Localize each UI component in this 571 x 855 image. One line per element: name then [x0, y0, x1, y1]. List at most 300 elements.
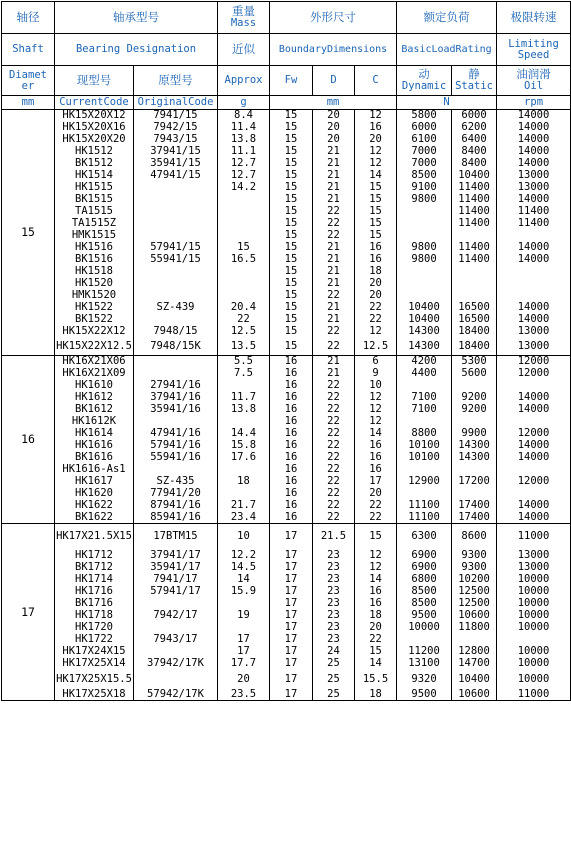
static-load-cell: 5300	[452, 356, 497, 368]
original-code-cell: 7948/15K	[134, 338, 218, 356]
mass-cell	[218, 464, 270, 476]
mass-cell: 17.7	[218, 658, 270, 670]
static-load-cell: 14300	[452, 440, 497, 452]
static-load-cell	[452, 488, 497, 500]
c-cell: 22	[355, 500, 397, 512]
original-code-cell: 27941/16	[134, 380, 218, 392]
header-current-cn: 现型号	[55, 66, 134, 96]
unit-current: CurrentCode	[55, 96, 134, 110]
c-cell: 16	[355, 440, 397, 452]
current-code-cell: HK1622	[55, 500, 134, 512]
current-code-cell: HK17X21.5X15	[55, 524, 134, 550]
table-row	[2, 404, 571, 416]
original-code-cell	[134, 622, 218, 634]
fw-cell: 15	[270, 338, 313, 356]
current-code-cell: HK17X25X14	[55, 658, 134, 670]
mass-cell: 15	[218, 242, 270, 254]
mass-cell: 12.7	[218, 170, 270, 182]
table-row	[2, 278, 571, 290]
original-code-cell	[134, 646, 218, 658]
fw-cell: 16	[270, 368, 313, 380]
original-code-cell	[134, 194, 218, 206]
d-cell: 25	[313, 670, 355, 689]
original-code-cell: SZ-435	[134, 476, 218, 488]
mass-cell: 11.4	[218, 122, 270, 134]
original-code-cell: 57941/15	[134, 242, 218, 254]
fw-cell: 15	[270, 110, 313, 122]
table-row	[2, 646, 571, 658]
header-d: D	[313, 66, 355, 96]
dynamic-load-cell: 9500	[397, 689, 452, 701]
fw-cell: 17	[270, 550, 313, 562]
header-designation-cn: 轴承型号	[55, 2, 218, 34]
static-load-cell: 9300	[452, 550, 497, 562]
unit-load: N	[397, 96, 497, 110]
dynamic-load-cell: 13100	[397, 658, 452, 670]
d-cell: 24	[313, 646, 355, 658]
c-cell: 22	[355, 512, 397, 524]
d-cell: 22	[313, 404, 355, 416]
c-cell: 12	[355, 562, 397, 574]
dynamic-load-cell: 11200	[397, 646, 452, 658]
mass-cell: 10	[218, 524, 270, 550]
fw-cell: 16	[270, 512, 313, 524]
table-row	[2, 610, 571, 622]
speed-cell: 14000	[497, 146, 571, 158]
current-code-cell: HK1716	[55, 586, 134, 598]
fw-cell: 17	[270, 670, 313, 689]
d-cell: 21	[313, 266, 355, 278]
speed-cell	[497, 634, 571, 646]
bearing-table	[1, 1, 571, 701]
current-code-cell: BK1512	[55, 158, 134, 170]
current-code-cell: TA1515	[55, 206, 134, 218]
original-code-cell: 57941/17	[134, 586, 218, 598]
dynamic-load-cell	[397, 230, 452, 242]
mass-cell: 14.2	[218, 182, 270, 194]
table-row	[2, 500, 571, 512]
current-code-cell: HK16X21X06	[55, 356, 134, 368]
speed-cell: 14000	[497, 134, 571, 146]
d-cell: 22	[313, 452, 355, 464]
dynamic-load-cell: 12900	[397, 476, 452, 488]
dynamic-load-cell	[397, 218, 452, 230]
static-load-cell: 8400	[452, 146, 497, 158]
current-code-cell: BK1716	[55, 598, 134, 610]
speed-cell	[497, 266, 571, 278]
mass-cell	[218, 488, 270, 500]
mass-cell	[218, 622, 270, 634]
fw-cell: 17	[270, 562, 313, 574]
mass-cell	[218, 194, 270, 206]
current-code-cell: BK1522	[55, 314, 134, 326]
c-cell: 15	[355, 182, 397, 194]
original-code-cell	[134, 206, 218, 218]
fw-cell: 15	[270, 158, 313, 170]
static-load-cell: 11400	[452, 242, 497, 254]
d-cell: 23	[313, 610, 355, 622]
speed-cell: 11400	[497, 218, 571, 230]
table-row	[2, 314, 571, 326]
original-code-cell: 37941/15	[134, 146, 218, 158]
dynamic-load-cell: 6900	[397, 550, 452, 562]
original-code-cell	[134, 670, 218, 689]
speed-cell	[497, 380, 571, 392]
table-row	[2, 170, 571, 182]
speed-cell: 14000	[497, 242, 571, 254]
original-code-cell: 35941/17	[134, 562, 218, 574]
dynamic-load-cell	[397, 464, 452, 476]
mass-cell	[218, 206, 270, 218]
header-fw: Fw	[270, 66, 313, 96]
d-cell: 20	[313, 122, 355, 134]
d-cell: 22	[313, 230, 355, 242]
original-code-cell: 35941/15	[134, 158, 218, 170]
current-code-cell: HK1718	[55, 610, 134, 622]
d-cell: 21	[313, 302, 355, 314]
mass-cell	[218, 218, 270, 230]
table-row	[2, 326, 571, 338]
speed-cell: 10000	[497, 586, 571, 598]
header-load-en: BasicLoadRating	[397, 34, 497, 66]
static-load-cell: 10400	[452, 670, 497, 689]
shaft-diameter-cell: 15	[2, 110, 55, 356]
mass-cell: 17	[218, 634, 270, 646]
static-load-cell: 9300	[452, 562, 497, 574]
d-cell: 22	[313, 392, 355, 404]
d-cell: 20	[313, 134, 355, 146]
mass-cell	[218, 380, 270, 392]
c-cell: 6	[355, 356, 397, 368]
current-code-cell: HK1714	[55, 574, 134, 586]
d-cell: 21	[313, 314, 355, 326]
dynamic-load-cell: 9500	[397, 610, 452, 622]
c-cell: 18	[355, 689, 397, 701]
header-mass-approx-cn: 近似	[218, 34, 270, 66]
speed-cell	[497, 416, 571, 428]
static-load-cell	[452, 634, 497, 646]
mass-cell: 17.6	[218, 452, 270, 464]
c-cell: 12	[355, 392, 397, 404]
static-load-cell: 6200	[452, 122, 497, 134]
table-row	[2, 488, 571, 500]
d-cell: 22	[313, 206, 355, 218]
d-cell: 23	[313, 574, 355, 586]
fw-cell: 16	[270, 464, 313, 476]
mass-cell: 13.8	[218, 134, 270, 146]
speed-cell: 14000	[497, 452, 571, 464]
d-cell: 23	[313, 562, 355, 574]
c-cell: 12	[355, 146, 397, 158]
fw-cell: 17	[270, 646, 313, 658]
current-code-cell: HMK1520	[55, 290, 134, 302]
speed-cell: 14000	[497, 158, 571, 170]
static-load-cell: 11400	[452, 254, 497, 266]
table-row	[2, 670, 571, 689]
static-load-cell: 12500	[452, 586, 497, 598]
fw-cell: 15	[270, 182, 313, 194]
original-code-cell: 57942/17K	[134, 689, 218, 701]
dynamic-load-cell: 9100	[397, 182, 452, 194]
speed-cell: 10000	[497, 610, 571, 622]
speed-cell: 10000	[497, 622, 571, 634]
speed-cell: 14000	[497, 500, 571, 512]
fw-cell: 15	[270, 230, 313, 242]
mass-cell: 15.8	[218, 440, 270, 452]
mass-cell: 20	[218, 670, 270, 689]
dynamic-load-cell: 10400	[397, 302, 452, 314]
static-load-cell: 8600	[452, 524, 497, 550]
d-cell: 21	[313, 158, 355, 170]
fw-cell: 15	[270, 122, 313, 134]
static-load-cell	[452, 380, 497, 392]
static-load-cell: 17400	[452, 500, 497, 512]
mass-cell: 16.5	[218, 254, 270, 266]
fw-cell: 15	[270, 206, 313, 218]
c-cell: 16	[355, 586, 397, 598]
dynamic-load-cell: 7100	[397, 392, 452, 404]
fw-cell: 16	[270, 476, 313, 488]
table-body	[2, 110, 571, 701]
mass-cell: 12.2	[218, 550, 270, 562]
current-code-cell: HK17X24X15	[55, 646, 134, 658]
dynamic-load-cell: 6900	[397, 562, 452, 574]
table-row	[2, 338, 571, 356]
table-row	[2, 380, 571, 392]
current-code-cell: HK1616	[55, 440, 134, 452]
table-row	[2, 356, 571, 368]
dynamic-load-cell	[397, 488, 452, 500]
static-load-cell: 11400	[452, 182, 497, 194]
header-dynamic: 动 Dynamic	[397, 66, 452, 96]
c-cell: 15	[355, 194, 397, 206]
table-row	[2, 182, 571, 194]
table-row	[2, 110, 571, 122]
fw-cell: 15	[270, 290, 313, 302]
d-cell: 25	[313, 689, 355, 701]
c-cell: 14	[355, 658, 397, 670]
speed-cell: 13000	[497, 562, 571, 574]
mass-cell: 14	[218, 574, 270, 586]
dynamic-load-cell: 9800	[397, 194, 452, 206]
speed-cell: 12000	[497, 428, 571, 440]
header-c: C	[355, 66, 397, 96]
d-cell: 20	[313, 110, 355, 122]
original-code-cell	[134, 356, 218, 368]
dynamic-load-cell	[397, 266, 452, 278]
current-code-cell: HMK1515	[55, 230, 134, 242]
table-row	[2, 562, 571, 574]
original-code-cell: SZ-439	[134, 302, 218, 314]
c-cell: 22	[355, 314, 397, 326]
speed-cell: 11000	[497, 524, 571, 550]
original-code-cell	[134, 290, 218, 302]
fw-cell: 16	[270, 416, 313, 428]
fw-cell: 17	[270, 634, 313, 646]
current-code-cell: HK1522	[55, 302, 134, 314]
speed-cell: 11000	[497, 689, 571, 701]
fw-cell: 15	[270, 278, 313, 290]
speed-cell: 12000	[497, 368, 571, 380]
dynamic-load-cell: 4200	[397, 356, 452, 368]
original-code-cell: 47941/16	[134, 428, 218, 440]
original-code-cell	[134, 218, 218, 230]
mass-cell: 12.7	[218, 158, 270, 170]
original-code-cell	[134, 266, 218, 278]
fw-cell: 17	[270, 586, 313, 598]
dynamic-load-cell: 14300	[397, 326, 452, 338]
d-cell: 21	[313, 254, 355, 266]
dynamic-load-cell: 10100	[397, 452, 452, 464]
table-row	[2, 464, 571, 476]
table-row	[2, 428, 571, 440]
d-cell: 22	[313, 488, 355, 500]
d-cell: 23	[313, 598, 355, 610]
original-code-cell: 35941/16	[134, 404, 218, 416]
c-cell: 16	[355, 452, 397, 464]
c-cell: 16	[355, 242, 397, 254]
speed-cell: 12000	[497, 356, 571, 368]
static-load-cell: 16500	[452, 302, 497, 314]
original-code-cell: 55941/16	[134, 452, 218, 464]
mass-cell: 13.8	[218, 404, 270, 416]
c-cell: 15	[355, 646, 397, 658]
original-code-cell: 87941/16	[134, 500, 218, 512]
table-row	[2, 146, 571, 158]
mass-cell: 23.4	[218, 512, 270, 524]
dynamic-load-cell: 4400	[397, 368, 452, 380]
dynamic-load-cell: 9800	[397, 254, 452, 266]
c-cell: 16	[355, 254, 397, 266]
table-row	[2, 634, 571, 646]
static-load-cell	[452, 290, 497, 302]
fw-cell: 15	[270, 134, 313, 146]
current-code-cell: HK1520	[55, 278, 134, 290]
fw-cell: 16	[270, 488, 313, 500]
original-code-cell: 17BTM15	[134, 524, 218, 550]
header-oil: 油润滑 Oil	[497, 66, 571, 96]
table-row	[2, 158, 571, 170]
header-approx: Approx	[218, 66, 270, 96]
c-cell: 15	[355, 230, 397, 242]
speed-cell	[497, 464, 571, 476]
original-code-cell: 7942/17	[134, 610, 218, 622]
c-cell: 20	[355, 290, 397, 302]
mass-cell: 19	[218, 610, 270, 622]
current-code-cell: HK17X25X15.5	[55, 670, 134, 689]
dynamic-load-cell	[397, 278, 452, 290]
c-cell: 16	[355, 598, 397, 610]
table-row	[2, 218, 571, 230]
d-cell: 22	[313, 326, 355, 338]
fw-cell: 16	[270, 356, 313, 368]
speed-cell: 12000	[497, 476, 571, 488]
original-code-cell: 7943/17	[134, 634, 218, 646]
fw-cell: 16	[270, 452, 313, 464]
original-code-cell	[134, 182, 218, 194]
fw-cell: 17	[270, 524, 313, 550]
unit-speed: rpm	[497, 96, 571, 110]
unit-dims: mm	[270, 96, 397, 110]
fw-cell: 15	[270, 326, 313, 338]
original-code-cell: 77941/20	[134, 488, 218, 500]
static-load-cell: 18400	[452, 326, 497, 338]
mass-cell	[218, 230, 270, 242]
original-code-cell: 7941/17	[134, 574, 218, 586]
dynamic-load-cell: 8500	[397, 598, 452, 610]
original-code-cell: 37941/16	[134, 392, 218, 404]
original-code-cell: 7948/15	[134, 326, 218, 338]
current-code-cell: HK1620	[55, 488, 134, 500]
c-cell: 20	[355, 134, 397, 146]
d-cell: 21	[313, 356, 355, 368]
d-cell: 22	[313, 338, 355, 356]
table-row	[2, 302, 571, 314]
table-row	[2, 242, 571, 254]
d-cell: 23	[313, 634, 355, 646]
c-cell: 22	[355, 302, 397, 314]
speed-cell: 14000	[497, 110, 571, 122]
c-cell: 12	[355, 326, 397, 338]
fw-cell: 16	[270, 428, 313, 440]
fw-cell: 15	[270, 218, 313, 230]
fw-cell: 15	[270, 146, 313, 158]
dynamic-load-cell: 7100	[397, 404, 452, 416]
speed-cell: 10000	[497, 598, 571, 610]
table-row	[2, 392, 571, 404]
c-cell: 17	[355, 476, 397, 488]
current-code-cell: HK15X20X12	[55, 110, 134, 122]
dynamic-load-cell: 5800	[397, 110, 452, 122]
d-cell: 21	[313, 170, 355, 182]
c-cell: 20	[355, 278, 397, 290]
d-cell: 21	[313, 278, 355, 290]
fw-cell: 15	[270, 194, 313, 206]
static-load-cell: 10600	[452, 610, 497, 622]
c-cell: 10	[355, 380, 397, 392]
c-cell: 15	[355, 524, 397, 550]
current-code-cell: HK1514	[55, 170, 134, 182]
c-cell: 12	[355, 416, 397, 428]
table-row	[2, 598, 571, 610]
c-cell: 16	[355, 464, 397, 476]
table-row	[2, 524, 571, 550]
table-row	[2, 512, 571, 524]
mass-cell: 15.9	[218, 586, 270, 598]
original-code-cell: 57941/16	[134, 440, 218, 452]
header-shaft-cn: 轴径	[2, 2, 55, 34]
mass-cell: 11.1	[218, 146, 270, 158]
table-row	[2, 550, 571, 562]
dynamic-load-cell: 8500	[397, 586, 452, 598]
header-diameter: Diamet er	[2, 66, 55, 96]
speed-cell: 14000	[497, 254, 571, 266]
fw-cell: 15	[270, 314, 313, 326]
table-row	[2, 440, 571, 452]
fw-cell: 16	[270, 392, 313, 404]
d-cell: 22	[313, 464, 355, 476]
speed-cell: 13000	[497, 170, 571, 182]
fw-cell: 16	[270, 404, 313, 416]
c-cell: 15	[355, 206, 397, 218]
d-cell: 22	[313, 440, 355, 452]
mass-cell: 5.5	[218, 356, 270, 368]
speed-cell	[497, 230, 571, 242]
header-speed-en: Limiting Speed	[497, 34, 571, 66]
static-load-cell: 8400	[452, 158, 497, 170]
current-code-cell: HK17X25X18	[55, 689, 134, 701]
current-code-cell: HK1612K	[55, 416, 134, 428]
